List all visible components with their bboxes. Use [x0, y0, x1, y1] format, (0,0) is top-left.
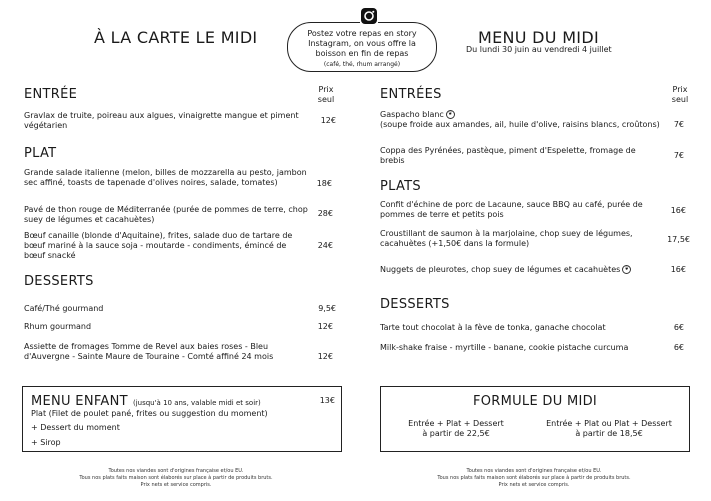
formule-option-1-label: Entrée + Plat + Dessert — [408, 419, 504, 428]
instagram-promo-box — [287, 22, 437, 72]
menu-item-price: 17,5€ — [667, 235, 690, 244]
menu-item — [380, 110, 660, 130]
menu-enfant-box — [22, 386, 342, 452]
menu-item: Confit d'échine de porc de Lacaune, sauce BBQ au café, purée de pommes de terre et petits pois — [380, 200, 643, 219]
menu-item-name: Gaspacho blanc — [380, 110, 444, 119]
right-subtitle: Du lundi 30 juin au vendredi 4 juillet — [466, 45, 612, 54]
leaf-icon: ❦ — [446, 110, 455, 119]
menu-item: Milk-shake fraise - myrtille - banane, cookie pistache curcuma — [380, 343, 629, 352]
menu-item-name: Nuggets de pleurotes, chop suey de légumes et cacahuètes — [380, 265, 621, 274]
formule-option-2-price: à partir de 18,5€ — [575, 429, 643, 438]
formule-title: FORMULE DU MIDI — [472, 394, 598, 409]
menu-item: Café/Thé gourmand — [24, 304, 104, 313]
right-title: MENU DU MIDI — [478, 28, 599, 47]
menu-item — [380, 265, 670, 275]
menu-item-price: 7€ — [673, 151, 684, 160]
section-title-desserts-right: DESSERTS — [380, 297, 450, 312]
instagram-icon — [360, 7, 378, 25]
menu-item: Bœuf canaille (blonde d'Aquitaine), frites, salade duo de tartare de bœuf mariné à la sauce soja - moutarde - condiments, émincé de bœuf snacké — [24, 231, 293, 260]
footer-right — [418, 468, 650, 489]
formule-option-1-price: à partir de 22,5€ — [422, 429, 490, 438]
footer-left — [60, 468, 292, 489]
section-title-desserts: DESSERTS — [24, 274, 94, 289]
menu-enfant-title: MENU ENFANT — [31, 394, 128, 409]
footer-line-1: Toutes nos viandes sont d'origines française et/ou EU. — [466, 468, 602, 474]
prix-seul-label-right: Prix seul — [671, 85, 689, 104]
menu-enfant-sirop: + Sirop — [31, 438, 61, 447]
menu-item: Croustillant de saumon à la marjolaine, chop suey de légumes, cacahuètes (+1,50€ dans la formule) — [380, 229, 633, 248]
footer-line-2: Tous nos plats faits maison sont élaborés sur place à partir de produits bruts. — [437, 475, 631, 481]
menu-item-price: 6€ — [673, 343, 684, 352]
menu-item: Rhum gourmand — [24, 322, 92, 331]
menu-item: Gravlax de truite, poireau aux algues, vinaigrette mangue et piment végétarien — [24, 111, 299, 130]
prix-seul-label: Prix seul — [317, 85, 335, 104]
menu-item: Assiette de fromages Tomme de Revel aux baies roses - Bleu d'Auvergne - Sainte Maure de Touraine - Comté affiné 24 mois — [24, 342, 274, 361]
footer-line-3: Prix nets et service compris. — [498, 482, 570, 488]
section-title-plats: PLATS — [380, 179, 421, 194]
instagram-promo-text: Postez votre repas en story Instagram, on vous offre la boisson en fin de repas — [307, 29, 417, 58]
menu-item-price: 7€ — [673, 120, 684, 129]
menu-enfant-plat: Plat (Filet de poulet pané, frites ou suggestion du moment) — [31, 409, 268, 418]
section-title-plat: PLAT — [24, 146, 57, 161]
menu-item-price: 18€ — [316, 179, 332, 188]
left-title: À LA CARTE LE MIDI — [94, 28, 258, 47]
menu-item-price: 24€ — [317, 241, 333, 250]
footer-line-2: Tous nos plats faits maison sont élaborés sur place à partir de produits bruts. — [79, 475, 273, 481]
menu-item: Coppa des Pyrénées, pastèque, piment d'Espelette, fromage de brebis — [380, 146, 636, 165]
menu-item: Tarte tout chocolat à la fève de tonka, ganache chocolat — [380, 323, 606, 332]
footer-line-3: Prix nets et service compris. — [140, 482, 212, 488]
menu-item-price: 28€ — [317, 209, 333, 218]
footer-line-1: Toutes nos viandes sont d'origines française et/ou EU. — [108, 468, 244, 474]
menu-item: Grande salade italienne (melon, billes de mozzarella au pesto, jambon sec affiné, toasts de tapenade d'olives noires, salade, tomates) — [24, 168, 307, 187]
menu-item-price: 16€ — [670, 206, 686, 215]
formule-box — [380, 386, 690, 452]
menu-item-price: 12€ — [317, 322, 333, 331]
formule-option-2-label: Entrée + Plat ou Plat + Dessert — [546, 419, 672, 428]
leaf-icon: ❦ — [622, 265, 631, 274]
menu-item-price: 12€ — [317, 352, 333, 361]
menu-item-price: 16€ — [670, 265, 686, 274]
menu-item-price: 12€ — [320, 116, 336, 125]
instagram-promo-note: (café, thé, rhum arrangé) — [323, 61, 401, 68]
menu-item-price: 9,5€ — [318, 304, 336, 313]
formule-option-1 — [391, 419, 521, 439]
section-title-entrees: ENTRÉES — [380, 87, 442, 102]
menu-item-detail: (soupe froide aux amandes, ail, huile d'olive, raisins blancs, croûtons) — [380, 120, 660, 129]
formule-option-2 — [531, 419, 687, 439]
menu-item: Pavé de thon rouge de Méditerranée (purée de pommes de terre, chop suey de légumes et cacahuètes) — [24, 205, 308, 224]
section-title-entree: ENTRÉE — [24, 87, 78, 102]
menu-enfant-dessert: + Dessert du moment — [31, 423, 120, 432]
menu-enfant-price: 13€ — [319, 396, 335, 405]
menu-item-price: 6€ — [673, 323, 684, 332]
menu-enfant-note: (jusqu'à 10 ans, valable midi et soir) — [132, 399, 261, 407]
